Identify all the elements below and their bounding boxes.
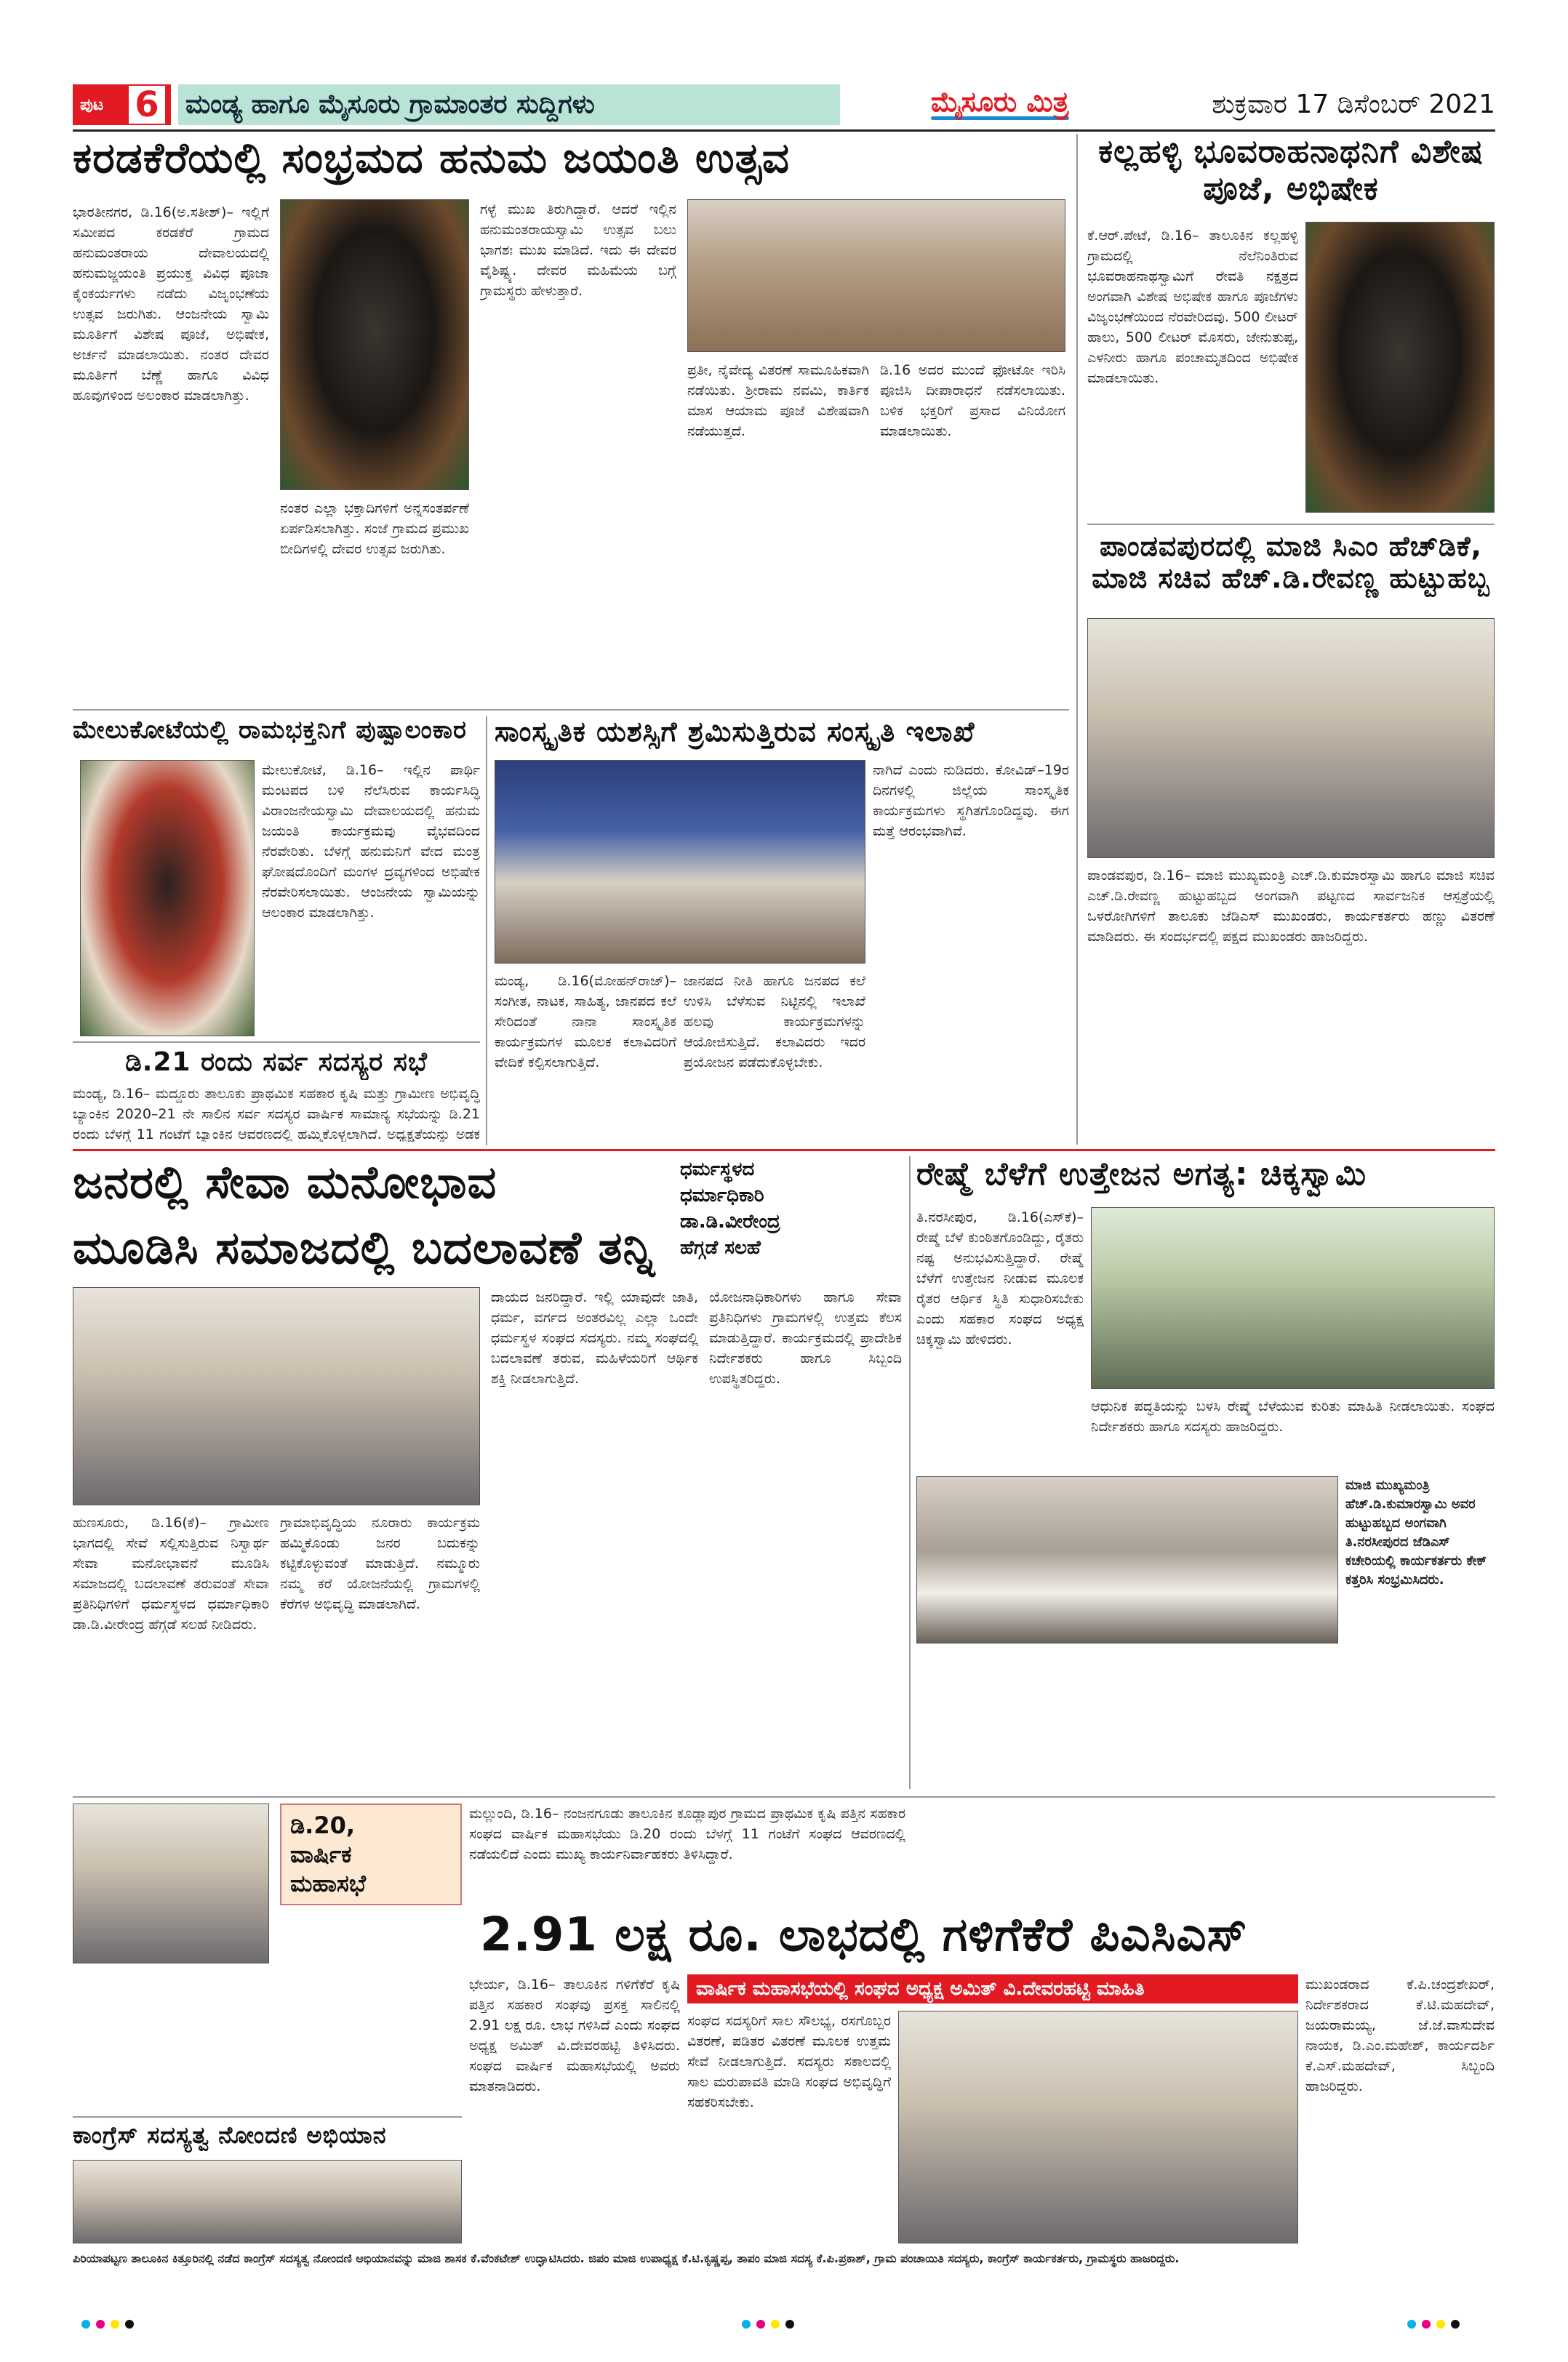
print-color-marks-right <box>1407 2320 1495 2334</box>
pacs-headline: 2.91 ಲಕ್ಷ ರೂ. ಲಾಭದಲ್ಲಿ ಗಳಿಗೆಕೆರೆ ಪಿಎಸಿಎಸ್ <box>480 1909 1248 1962</box>
tag-line-3: ಡಾ.ಡಿ.ವೀರೇಂದ್ರ <box>680 1211 780 1233</box>
melukote-headline: ಮೇಲುಕೋಟೆಯಲ್ಲಿ ರಾಮಭಕ್ತನಿಗೆ ಪುಷ್ಪಾಲಂಕಾರ <box>73 716 467 745</box>
masthead <box>73 80 1495 127</box>
yellow-dot <box>1436 2320 1445 2329</box>
pacs-col4: ಮುಖಂಡರಾದ ಕೆ.ಪಿ.ಚಂದ್ರಶೇಖರ್, ನಿರ್ದೇಶಕರಾದ ಕೆ.ಟಿ.ಮಹದೇವ್, ಜಯರಾಮಯ್ಯ, ಜೆ.ಜೆ.ವಾಸುದೇವ ನಾಯಕ, ಡಿ.ಎಂ.ಮಹೇಶ್, ಕಾರ್ಯದರ್ಶಿ ಕೆ.ಎಸ್.ಮಹದೇವ್, ಸಿಬ್ಬಂದಿ ಹಾಜರಿದ್ದರು. <box>1305 1977 1495 2094</box>
hanuma-col4: ಪ್ರತೀ, ನೈವೇದ್ಯ ವಿತರಣೆ ಸಾಮೂಹಿಕವಾಗಿ ನಡೆಯಿತು. ಶ್ರೀರಾಮ ನವಮಿ, ಕಾರ್ತಿಕ ಮಾಸ ಆಯಾಮ ಪೂಜೆ ವಿಶೇಷವಾಗಿ ನಡೆಯುತ್ತದೆ. <box>687 362 869 439</box>
black-dot <box>785 2320 794 2329</box>
hospital-fruit-distribution-photo <box>1087 618 1495 858</box>
reshme-body: ತಿ.ನರಸೀಪುರ, ಡಿ.16(ಎಸ್‌ಕೆ)– ರೇಷ್ಮೆ ಬೆಳೆ ಕುಂಠಿತಗೊಂಡಿದ್ದು, ರೈತರು ನಷ್ಟ ಅನುಭವಿಸುತ್ತಿದ್ದಾರೆ. ರೇಷ್ಮೆ ಬೆಳೆಗೆ ಉತ್ತೇಜನ ನೀಡುವ ಮೂಲಕ ರೈತರ ಆರ್ಥಿಕ ಸ್ಥಿತಿ ಸುಧಾರಿಸಬೇಕು ಎಂದು ಸಹಕಾರ ಸಂಘದ ಅಧ್ಯಕ್ಷ ಚಿಕ್ಕಸ್ವಾಮಿ ಹೇಳಿದರು. <box>916 1209 1084 1348</box>
column-divider <box>909 1156 911 1789</box>
sabhe-body: ಮಂಡ್ಯ, ಡಿ.16– ಮದ್ದೂರು ತಾಲೂಕು ಪ್ರಾಥಮಿಕ ಸಹಕಾರ ಕೃಷಿ ಮತ್ತು ಗ್ರಾಮೀಣ ಅಭಿವೃದ್ಧಿ ಬ್ಯಾಂಕಿನ 2020–21 ನೇ ಸಾಲಿನ ಸರ್ವ ಸದಸ್ಯರ ವಾರ್ಷಿಕ ಸಾಮಾನ್ಯ ಸಭೆಯನ್ನು ಡಿ.21 ರಂದು ಬೆಳಗ್ಗೆ 11 ಗಂಟೆಗೆ ಬ್ಯಾಂಕಿನ ಆವರಣದಲ್ಲಿ ಹಮ್ಮಿಕೊಳ್ಳಲಾಗಿದೆ. ಅಧ್ಯಕ್ಷತೆಯನ್ನು ಅಡಕ <box>73 1086 480 1142</box>
pacs-meeting-photo <box>898 2011 1298 2243</box>
hanuma-headline: ಕರಡಕೆರೆಯಲ್ಲಿ ಸಂಭ್ರಮದ ಹನುಮ ಜಯಂತಿ ಉತ್ಸವ <box>73 134 791 183</box>
kalahalli-headline: ಕಲ್ಲಹಳ್ಳಿ ಭೂವರಾಹನಾಥನಿಗೆ ವಿಶೇಷ ಪೂಜೆ, ಅಭಿಷೇಕ <box>1098 134 1484 207</box>
vaarshika-title-3: ಮಹಾಸಭೆ <box>290 1870 367 1897</box>
samskruthi-col2: ಜಾನಪದ ನೀತಿ ಹಾಗೂ ಜನಪದ ಕಲೆ ಉಳಿಸಿ ಬೆಳೆಸುವ ನಿಟ್ಟಿನಲ್ಲಿ ಇಲಾಖೆ ಹಲವು ಕಾರ್ಯಕ್ರಮಗಳನ್ನು ಆಯೋಜಿಸುತ್ತಿದೆ. ಕಲಾವಿದರು ಇದರ ಪ್ರಯೋಜನ ಪಡೆದುಕೊಳ್ಳಬೇಕು. <box>684 973 865 1070</box>
pacs-subhead: ವಾರ್ಷಿಕ ಮಹಾಸಭೆಯಲ್ಲಿ ಸಂಘದ ಅಧ್ಯಕ್ಷ ಅಮಿತ್ ವಿ.ದೇವರಹಟ್ಟಿ ಮಾಹಿತಿ <box>687 1974 1298 2003</box>
magenta-dot <box>96 2320 105 2329</box>
page-number-badge <box>73 84 171 125</box>
reshme-body2: ಆಧುನಿಕ ಪದ್ಧತಿಯನ್ನು ಬಳಸಿ ರೇಷ್ಮೆ ಬೆಳೆಯುವ ಕುರಿತು ಮಾಹಿತಿ ನೀಡಲಾಯಿತು. ಸಂಘದ ನಿರ್ದೇಶಕರು ಹಾಗೂ ಸದಸ್ಯರು ಹಾಜರಿದ್ದರು. <box>1091 1398 1495 1435</box>
pandavapura-body: ಪಾಂಡವಪುರ, ಡಿ.16– ಮಾಜಿ ಮುಖ್ಯಮಂತ್ರಿ ಎಚ್.ಡಿ.ಕುಮಾರಸ್ವಾಮಿ ಹಾಗೂ ಮಾಜಿ ಸಚಿವ ಎಚ್.ಡಿ.ರೇವಣ್ಣ ಹುಟ್ಟುಹಬ್ಬದ ಅಂಗವಾಗಿ ಪಟ್ಟಣದ ಸಾರ್ವಜನಿಕ ಆಸ್ಪತ್ರೆಯಲ್ಲಿ ಒಳರೋಗಿಗಳಿಗೆ ತಾಲೂಕು ಜೆಡಿಎಸ್ ಮುಖಂಡರು, ಕಾರ್ಯಕರ್ತರು ಹಣ್ಣು ವಿತರಣೆ ಮಾಡಿದರು. ಈ ಸಂದರ್ಭದಲ್ಲಿ ಪಕ್ಷದ ಮುಖಂಡರು ಹಾಜರಿದ್ದರು. <box>1087 868 1495 945</box>
culture-event-stage-photo <box>495 760 865 964</box>
print-color-marks-center <box>742 2320 829 2334</box>
cyan-dot <box>1407 2320 1416 2329</box>
pandavapura-headline: ಪಾಂಡವಪುರದಲ್ಲಿ ಮಾಜಿ ಸಿಎಂ ಹೆಚ್‌ಡಿಕೆ, ಮಾಜಿ ಸಚಿವ ಹೆಚ್.ಡಿ.ರೇವಣ್ಣ ಹುಟ್ಟುಹಬ್ಬ <box>1092 531 1490 594</box>
tag-line-1: ಧರ್ಮಸ್ಥಳದ <box>680 1158 755 1180</box>
seva-col3: ದಾಯದ ಜನರಿದ್ದಾರೆ. ಇಲ್ಲಿ ಯಾವುದೇ ಜಾತಿ, ಧರ್ಮ, ವರ್ಗದ ಅಂತರವಿಲ್ಲ ಎಲ್ಲಾ ಒಂದೇ ಧರ್ಮಸ್ಥಳ ಸಂಘದ ಸದಸ್ಯರು. ನಮ್ಮ ಸಂಘದಲ್ಲಿ ಬದಲಾವಣೆ ತರುವ, ಮಹಿಳೆಯರಿಗೆ ಆರ್ಥಿಕ ಶಕ್ತಿ ನೀಡಲಾಗುತ್ತಿದೆ. <box>491 1289 698 1387</box>
hanuma-col5: ಡಿ.16 ಅದರ ಮುಂದೆ ಫೋಟೋ ಇರಿಸಿ ಪೂಜಿಸಿ ದೀಪಾರಾಧನೆ ನಡೆಸಲಾಯಿತು. ಬಳಿಕ ಭಕ್ತರಿಗೆ ಪ್ರಸಾದ ವಿನಿಯೋಗ ಮಾಡಲಾಯಿತು. <box>880 362 1065 439</box>
seva-col2: ಗ್ರಾಮಾಭಿವೃದ್ಧಿಯ ನೂರಾರು ಕಾರ್ಯಕ್ರಮ ಹಮ್ಮಿಕೊಂಡು ಜನರ ಬದುಕನ್ನು ಕಟ್ಟಿಕೊಳ್ಳುವಂತೆ ಮಾಡುತ್ತಿದೆ. ನಮ್ಮೂರು ನಮ್ಮ ಕರೆ ಯೋಜನೆಯಲ್ಲಿ ಗ್ರಾಮಗಳಲ್ಲಿ ಕೆರೆಗಳ ಅಭಿವೃದ್ಧಿ ಮಾಡಲಾಗಿದೆ. <box>280 1515 480 1612</box>
magenta-dot <box>1422 2320 1431 2329</box>
devotees-dining-photo <box>687 199 1065 352</box>
hanuma-col1: ಭಾರತೀನಗರ, ಡಿ.16(ಅ.ಸತೀಶ್)– ಇಲ್ಲಿಗೆ ಸಮೀಪದ ಕರಡಕೆರೆ ಗ್ರಾಮದ ಹನುಮಂತರಾಯ ದೇವಾಲಯದಲ್ಲಿ ಹನುಮಜ್ಜಯಂತಿ ಪ್ರಯುಕ್ತ ವಿವಿಧ ಪೂಜಾ ಕೈಂಕರ್ಯಗಳು ನಡೆದು ವಿಜೃಂಭಣೆಯ ಉತ್ಸವ ಜರುಗಿತು. ಆಂಜನೇಯ ಸ್ವಾಮಿ ಮೂರ್ತಿಗೆ ವಿಶೇಷ ಪೂಜೆ, ಅಭಿಷೇಕ, ಅರ್ಚನೆ ಮಾಡಲಾಯಿತು. ನಂತರ ದೇವರ ಮೂರ್ತಿಗೆ ಬೆಣ್ಣೆ ಹಾಗೂ ವಿವಿಧ ಹೂವುಗಳಿಂದ ಅಲಂಕಾರ ಮಾಡಲಾಗಿತ್ತು. <box>73 204 269 404</box>
section-divider <box>73 1796 1495 1798</box>
samskruthi-headline: ಸಾಂಸ್ಕೃತಿಕ ಯಶಸ್ಸಿಗೆ ಶ್ರಮಿಸುತ್ತಿರುವ ಸಂಸ್ಕೃತಿ ಇಲಾಖೆ <box>495 716 975 748</box>
seva-headline-line1: ಜನರಲ್ಲಿ ಸೇವಾ ಮನೋಭಾವ <box>73 1156 497 1209</box>
hospital-officials-photo <box>73 1803 269 1963</box>
black-dot <box>1451 2320 1460 2329</box>
cyan-dot <box>81 2320 90 2329</box>
magenta-dot <box>756 2320 765 2329</box>
page-number: 6 <box>129 86 165 124</box>
hd-kote-caption <box>73 1967 269 2113</box>
sabhe-headline: ಡಿ.21 ರಂದು ಸರ್ವ ಸದಸ್ಯರ ಸಭೆ <box>125 1047 428 1077</box>
black-dot <box>125 2320 134 2329</box>
bhuvaraha-idol-photo <box>1305 222 1495 513</box>
red-divider <box>73 1149 1495 1151</box>
samskruthi-col1: ಮಂಡ್ಯ, ಡಿ.16(ಮೋಹನ್‌ರಾಜ್)– ಸಂಗೀತ, ನಾಟಕ, ಸಾಹಿತ್ಯ, ಜಾನಪದ ಕಲೆ ಸೇರಿದಂತೆ ನಾನಾ ಸಾಂಸ್ಕೃತಿಕ ಕಾರ್ಯಕ್ರಮಗಳ ಮೂಲಕ ಕಲಾವಿದರಿಗೆ ವೇದಿಕೆ ಕಲ್ಪಿಸಲಾಗುತ್ತಿದೆ. <box>495 973 676 1070</box>
hanuman-idol-photo <box>280 199 469 490</box>
congress-registration-photo <box>73 2160 462 2243</box>
congress-caption: ಪಿರಿಯಾಪಟ್ಟಣ ತಾಲೂಕಿನ ಕಿತ್ತೂರಿನಲ್ಲಿ ನಡೆದ ಕಾಂಗ್ರೆಸ್ ಸದಸ್ಯತ್ವ ನೋಂದಣಿ ಅಭಿಯಾನವನ್ನು ಮಾಜಿ ಶಾಸಕ ಕೆ.ವೆಂಕಟೇಶ್ ಉದ್ಘಾಟಿಸಿದರು. ಜಿಪಂ ಮಾಜಿ ಉಪಾಧ್ಯಕ್ಷ ಕೆ.ಟಿ.ಕೃಷ್ಣಪ್ಪ, ತಾಪಂ ಮಾಜಿ ಸದಸ್ಯ ಕೆ.ಪಿ.ಪ್ರಕಾಶ್, ಗ್ರಾಮ ಪಂಚಾಯಿತಿ ಸದಸ್ಯರು, ಕಾಂಗ್ರೆಸ್ ಕಾರ್ಯಕರ್ತರು, ಗ್ರಾಮಸ್ಥರು ಹಾಜರಿದ್ದರು. <box>73 2251 1180 2265</box>
samskruthi-col3: ನಾಗಿದೆ ಎಂದು ನುಡಿದರು. ಕೋವಿಡ್–19ರ ದಿನಗಳಲ್ಲಿ ಜಿಲ್ಲೆಯ ಸಾಂಸ್ಕೃತಿಕ ಕಾರ್ಯಕ್ರಮಗಳು ಸ್ಥಗಿತಗೊಂಡಿದ್ದವು. ಈಗ ಮತ್ತೆ ಆರಂಭವಾಗಿವೆ. <box>873 762 1069 839</box>
page-label: ಪುಟ <box>80 95 104 114</box>
section-divider <box>73 2116 462 2118</box>
yellow-dot <box>111 2320 119 2329</box>
vaarshika-title-1: ಡಿ.20, <box>290 1811 356 1839</box>
flower-decorated-idol-photo <box>80 760 255 1036</box>
section-divider <box>73 709 1069 710</box>
sericulture-meeting-photo <box>1091 1207 1495 1389</box>
vaarshika-box <box>280 1803 462 1905</box>
congress-headline: ಕಾಂಗ್ರೆಸ್ ಸದಸ್ಯತ್ವ ನೋಂದಣಿ ಅಭಿಯಾನ <box>73 2122 387 2149</box>
vaarshika-title-2: ವಾರ್ಷಿಕ <box>290 1841 352 1868</box>
kalahalli-body: ಕೆ.ಆರ್.ಪೇಟೆ, ಡಿ.16– ತಾಲೂಕಿನ ಕಲ್ಲಹಳ್ಳಿ ಗ್ರಾಮದಲ್ಲಿ ನೆಲೆನಿಂತಿರುವ ಭೂವರಾಹನಾಥಸ್ವಾಮಿಗೆ ರೇವತಿ ನಕ್ಷತ್ರದ ಅಂಗವಾಗಿ ವಿಶೇಷ ಅಭಿಷೇಕ ಹಾಗೂ ಪೂಜೆಗಳು ವಿಜೃಂಭಣೆಯಿಂದ ನೆರವೇರಿದವು. 500 ಲೀಟರ್ ಹಾಲು, 500 ಲೀಟರ್ ಮೊಸರು, ಜೇನುತುಪ್ಪ, ಎಳನೀರು ಹಾಗೂ ಪಂಚಾಮೃತದಿಂದ ಅಭಿಷೇಕ ಮಾಡಲಾಯಿತು. <box>1087 228 1298 386</box>
birthday-cake-cutting-photo <box>916 1476 1338 1644</box>
print-color-marks-left <box>81 2320 169 2334</box>
hanuma-col3: ಗಳ್ಳೆ ಮುಖ ತಿರುಗಿದ್ದಾರೆ. ಆದರೆ ಇಲ್ಲಿನ ಹನುಮಂತರಾಯಸ್ವಾಮಿ ಉತ್ಸವ ಬಲು ಭಾಗಶಃ ಮುಖ ಮಾಡಿದೆ. ಇದು ಈ ದೇವರ ವೈಶಿಷ್ಟ್ಯ. ದೇವರ ಮಹಿಮೆಯ ಬಗ್ಗೆ ಗ್ರಾಮಸ್ಥರು ಹೇಳುತ್ತಾರೆ. <box>480 201 676 299</box>
seva-col1: ಹುಣಸೂರು, ಡಿ.16(ಕೆ)– ಗ್ರಾಮೀಣ ಭಾಗದಲ್ಲಿ ಸೇವೆ ಸಲ್ಲಿಸುತ್ತಿರುವ ನಿಸ್ವಾರ್ಥ ಸೇವಾ ಮನೋಭಾವನೆ ಮೂಡಿಸಿ ಸಮಾಜದಲ್ಲಿ ಬದಲಾವಣೆ ತರುವಂತೆ ಸೇವಾ ಪ್ರತಿನಿಧಿಗಳಿಗೆ ಧರ್ಮಸ್ಥಳದ ಧರ್ಮಾಧಿಕಾರಿ ಡಾ.ಡಿ.ವೀರೇಂದ್ರ ಹೆಗ್ಗಡೆ ಸಲಹೆ ನೀಡಿದರು. <box>73 1515 269 1633</box>
seva-tagline <box>680 1156 898 1273</box>
lamp-lighting-photo <box>73 1287 480 1505</box>
newspaper-logo <box>931 80 1069 120</box>
cyan-dot <box>742 2320 751 2329</box>
issue-date: ಶುಕ್ರವಾರ 17 ಡಿಸೆಂಬರ್ 2021 <box>1212 89 1495 119</box>
section-divider <box>1087 524 1495 525</box>
header-divider <box>73 129 1495 132</box>
seva-col4: ಯೋಜನಾಧಿಕಾರಿಗಳು ಹಾಗೂ ಸೇವಾ ಪ್ರತಿನಿಧಿಗಳು ಗ್ರಾಮಗಳಲ್ಲಿ ಉತ್ತಮ ಕೆಲಸ ಮಾಡುತ್ತಿದ್ದಾರೆ. ಕಾರ್ಯಕ್ರಮದಲ್ಲಿ ಪ್ರಾದೇಶಿಕ ನಿರ್ದೇಶಕರು ಹಾಗೂ ಸಿಬ್ಬಂದಿ ಉಪಸ್ಥಿತರಿದ್ದರು. <box>709 1289 902 1387</box>
column-divider <box>486 716 487 1145</box>
section-title: ಮಂಡ್ಯ ಹಾಗೂ ಮೈಸೂರು ಗ್ರಾಮಾಂತರ ಸುದ್ದಿಗಳು <box>178 84 840 125</box>
seva-headline-line2: ಮೂಡಿಸಿ ಸಮಾಜದಲ್ಲಿ ಬದಲಾವಣೆ ತನ್ನಿ <box>73 1222 655 1274</box>
tag-line-2: ಧರ್ಮಾಧಿಕಾರಿ <box>680 1185 764 1206</box>
hanuma-col2: ನಂತರ ಎಲ್ಲಾ ಭಕ್ತಾದಿಗಳಿಗೆ ಅನ್ನಸಂತರ್ಪಣೆ ಏರ್ಪಡಿಸಲಾಗಿತ್ತು. ಸಂಜೆ ಗ್ರಾಮದ ಪ್ರಮುಖ ಬೀದಿಗಳಲ್ಲಿ ದೇವರ ಉತ್ಸವ ಜರುಗಿತು. <box>280 500 469 557</box>
tag-line-4: ಹೆಗ್ಗಡೆ ಸಲಹೆ <box>680 1237 761 1259</box>
section-divider <box>73 1041 480 1043</box>
pacs-col1: ಭೇರ್ಯ, ಡಿ.16– ತಾಲೂಕಿನ ಗಳಿಗೆಕೆರೆ ಕೃಷಿ ಪತ್ತಿನ ಸಹಕಾರ ಸಂಘವು ಪ್ರಸಕ್ತ ಸಾಲಿನಲ್ಲಿ 2.91 ಲಕ್ಷ ರೂ. ಲಾಭ ಗಳಿಸಿದೆ ಎಂದು ಸಂಘದ ಅಧ್ಯಕ್ಷ ಅಮಿತ್ ವಿ.ದೇವರಹಟ್ಟಿ ತಿಳಿಸಿದರು. ಸಂಘದ ವಾರ್ಷಿಕ ಮಹಾಸಭೆಯಲ್ಲಿ ಅವರು ಮಾತನಾಡಿದರು. <box>469 1977 680 2094</box>
column-divider <box>1076 134 1078 1145</box>
pacs-col2: ಸಂಘದ ಸದಸ್ಯರಿಗೆ ಸಾಲ ಸೌಲಭ್ಯ, ರಸಗೊಬ್ಬರ ವಿತರಣೆ, ಪಡಿತರ ವಿತರಣೆ ಮೂಲಕ ಉತ್ತಮ ಸೇವೆ ನೀಡಲಾಗುತ್ತಿದೆ. ಸದಸ್ಯರು ಸಕಾಲದಲ್ಲಿ ಸಾಲ ಮರುಪಾವತಿ ಮಾಡಿ ಸಂಘದ ಅಭಿವೃದ್ಧಿಗೆ ಸಹಕರಿಸಬೇಕು. <box>687 2013 891 2110</box>
reshme-headline: ರೇಷ್ಮೆ ಬೆಳೆಗೆ ಉತ್ತೇಜನ ಅಗತ್ಯ: ಚಿಕ್ಕಸ್ವಾಮಿ <box>916 1156 1367 1193</box>
brand-name: ಮೈಸೂರು ಮಿತ್ರ <box>931 86 1069 118</box>
yellow-dot <box>771 2320 780 2329</box>
reshme-caption: ಮಾಜಿ ಮುಖ್ಯಮಂತ್ರಿ ಹೆಚ್.ಡಿ.ಕುಮಾರಸ್ವಾಮಿ ಅವರ ಹುಟ್ಟುಹಬ್ಬದ ಅಂಗವಾಗಿ ತಿ.ನರಸೀಪುರದ ಜೆಡಿಎಸ್ ಕಚೇರಿಯಲ್ಲಿ ಕಾರ್ಯಕರ್ತರು ಕೇಕ್ ಕತ್ತರಿಸಿ ಸಂಭ್ರಮಿಸಿದರು. <box>1345 1478 1487 1588</box>
vaarshika-body: ಮಲ್ಲುಂದಿ, ಡಿ.16– ನಂಜನಗೂಡು ತಾಲೂಕಿನ ಕೂಡ್ಲಾಪುರ ಗ್ರಾಮದ ಪ್ರಾಥಮಿಕ ಕೃಷಿ ಪತ್ತಿನ ಸಹಕಾರ ಸಂಘದ ವಾರ್ಷಿಕ ಮಹಾಸಭೆಯು ಡಿ.20 ರಂದು ಬೆಳಗ್ಗೆ 11 ಗಂಟೆಗೆ ಸಂಘದ ಆವರಣದಲ್ಲಿ ನಡೆಯಲಿದೆ ಎಂದು ಮುಖ್ಯ ಕಾರ್ಯನಿರ್ವಾಹಕರು ತಿಳಿಸಿದ್ದಾರೆ. <box>469 1806 905 1862</box>
melukote-body: ಮೇಲುಕೋಟೆ, ಡಿ.16– ಇಲ್ಲಿನ ಪಾರ್ಥಿ ಮಂಟಪದ ಬಳಿ ನೆಲೆಸಿರುವ ಕಾರ್ಯಸಿದ್ಧಿ ವಿರಾಂಜನೇಯಸ್ವಾಮಿ ದೇವಾಲಯದಲ್ಲಿ ಹನುಮ ಜಯಂತಿ ಕಾರ್ಯಕ್ರಮವು ವೈಭವದಿಂದ ನೆರವೇರಿತು. ಬೆಳಗ್ಗೆ ಹನುಮನಿಗೆ ವೇದ ಮಂತ್ರ ಘೋಷದೊಂದಿಗೆ ಮಂಗಳ ದ್ರವ್ಯಗಳಿಂದ ಅಭಿಷೇಕ ನೆರವೇರಿಸಲಾಯಿತು. ಆಂಜನೇಯ ಸ್ವಾಮಿಯನ್ನು ಆಲಂಕಾರ ಮಾಡಲಾಗಿತ್ತು. <box>262 762 480 921</box>
